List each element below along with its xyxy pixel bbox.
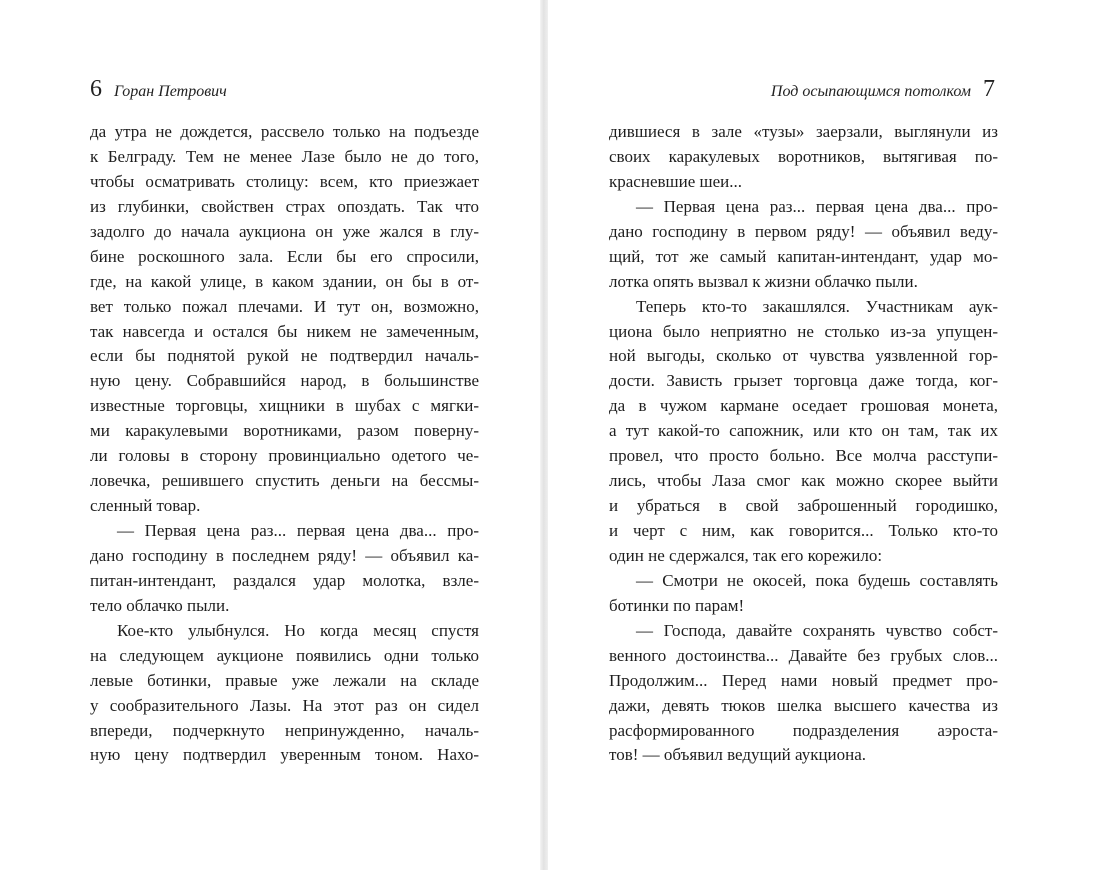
text-line: к Белграду. Тем не менее Лазе было не до того, xyxy=(90,146,479,166)
text-line: чтобы осматривать столицу: всем, кто приезжает xyxy=(90,171,479,191)
text-line: сленный товар. xyxy=(90,496,201,516)
text-line: левые ботинки, правые уже лежали на складе xyxy=(90,670,479,690)
text-line: вет только пожал плечами. И тут он, возможно, xyxy=(90,296,479,316)
text-line: дившиеся в зале «тузы» заерзали, выглянули из xyxy=(609,122,998,141)
text-line: тело облачко пыли. xyxy=(90,595,230,615)
text-line: — Господа, давайте сохранять чувство собст- xyxy=(636,620,998,640)
text-line: тов! — объявил ведущий аукциона. xyxy=(609,745,867,765)
text-line: своих каракулевых воротников, вытягивая по- xyxy=(609,146,998,166)
right-running-head xyxy=(771,76,995,108)
text-line: бине роскошного зала. Если бы его спросили, xyxy=(90,246,479,266)
text-line: известные торговцы, хищники в шубах с мягки- xyxy=(90,396,479,416)
text-line: да в чужом кармане оседает грошовая монета, xyxy=(609,396,998,416)
text-line: дано господину в последнем ряду! — объявил ка- xyxy=(90,545,479,565)
text-line: ной выгоды, сколько от чувства уязвленной гор- xyxy=(609,346,998,366)
text-line: ми каракулевыми воротниками, разом поверну- xyxy=(90,421,479,441)
left-running-head xyxy=(90,76,227,108)
text-line: красневшие шеи... xyxy=(609,171,742,191)
text-line: ную цену. Собравшийся народ, в большинстве xyxy=(90,371,479,391)
text-line: Теперь кто-то закашлялся. Участникам аук- xyxy=(636,296,998,316)
page-number-right: 7 xyxy=(983,76,995,102)
text-line: Кое-кто улыбнулся. Но когда месяц спустя xyxy=(117,620,479,640)
text-line: лись, чтобы Лаза смог как можно скорее выйти xyxy=(609,471,998,491)
text-line: провел, что просто больно. Все молча расступи- xyxy=(609,446,998,466)
left-page xyxy=(0,0,543,870)
text-line: и убраться в свой заброшенный городишко, xyxy=(609,496,998,516)
text-line: на следующем аукционе появились одни только xyxy=(90,645,479,665)
text-line: — Первая цена раз... первая цена два... про- xyxy=(636,196,998,216)
text-line: лотка опять вызвал к жизни облачко пыли. xyxy=(609,271,918,291)
text-line: циона было неприятно не столько из-за упущен- xyxy=(609,321,998,341)
text-line: ботинки по парам! xyxy=(609,595,745,615)
author-name: Горан Петрович xyxy=(114,83,227,100)
text-line: дано господину в первом ряду! — объявил веду- xyxy=(609,221,998,241)
text-line: Продолжим... Перед нами новый предмет про- xyxy=(609,670,998,690)
text-line: да утра не дождется, рассвело только на подъезде xyxy=(90,122,479,141)
text-line: дости. Зависть грызет торговца даже тогда, ког- xyxy=(609,371,998,391)
text-line: так навсегда и остался бы никем не замеченным, xyxy=(90,321,479,341)
text-line: из глубинки, свойствен страх опоздать. Так что xyxy=(90,196,479,216)
text-line: один не сдержался, так его корежило: xyxy=(609,545,883,565)
text-line: а тут какой-то сапожник, или кто он там, так их xyxy=(609,421,998,441)
page-number-left: 6 xyxy=(90,76,102,102)
text-line: дажи, девять тюков шелка высшего качества из xyxy=(609,695,998,715)
book-title: Под осыпающимся потолком xyxy=(770,83,971,100)
text-line: щий, тот же самый капитан-интендант, удар мо- xyxy=(609,246,998,266)
text-line: у сообразительного Лазы. На этот раз он сидел xyxy=(90,695,479,715)
text-line: ли головы в сторону провинциально одетого че- xyxy=(90,446,479,466)
text-line: венного достоинства... Давайте без грубых слов... xyxy=(609,645,998,665)
right-page xyxy=(546,0,1098,870)
text-line: — Смотри не окосей, пока будешь составлять xyxy=(636,570,998,590)
left-text-block xyxy=(90,120,479,768)
text-line: питан-интендант, раздался удар молотка, взле- xyxy=(90,570,479,590)
text-line: ловечка, решившего спустить деньги на бессмы- xyxy=(90,471,479,491)
right-text-block xyxy=(609,120,998,768)
text-line: и черт с ним, как говорится... Только кто-то xyxy=(609,521,998,540)
text-line: — Первая цена раз... первая цена два... про- xyxy=(117,521,479,540)
text-line: если бы поднятой рукой не подтвердил началь- xyxy=(90,346,479,366)
text-line: ную цену подтвердил уверенным тоном. Нахо- xyxy=(90,745,479,765)
text-line: впереди, подчеркнуто непринужденно, началь- xyxy=(90,720,479,740)
text-line: где, на какой улице, в каком здании, он бы в от- xyxy=(90,271,479,291)
text-line: задолго до начала аукциона он уже жался в глу- xyxy=(90,221,479,241)
text-line: расформированного подразделения аэроста- xyxy=(609,720,998,740)
